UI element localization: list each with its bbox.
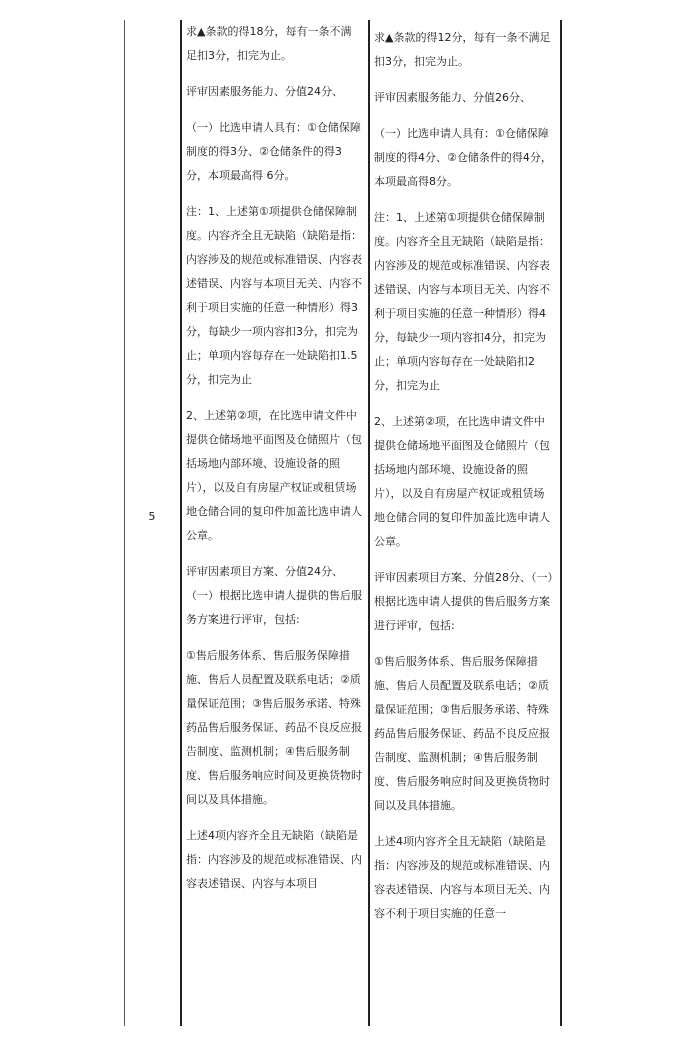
row-number: 5 — [148, 510, 156, 523]
clause-paragraph: 评审因素服务能力、分值26分、 — [374, 91, 531, 104]
clause-paragraph: 上述4项内容齐全且无缺陷（缺陷是指：内容涉及的规范或标准错误、内容表述错误、内容与本项目 — [186, 829, 362, 890]
clause-paragraph: 2、上述第②项，在比选申请文件中提供仓储场地平面图及仓储照片（包括场地内部环境、设施设备的照片），以及自有房屋产权证或租赁场地仓储合同的复印件加盖比选申请人公章。 — [374, 415, 550, 548]
clause-paragraph: 2、上述第②项，在比选申请文件中提供仓储场地平面图及仓储照片（包括场地内部环境、设施设备的照片），以及自有房屋产权证或租赁场地仓储合同的复印件加盖比选申请人公章。 — [186, 409, 362, 542]
clause-paragraph: 评审因素项目方案、分值24分、（一）根据比选申请人提供的售后服务方案进行评审，包括: — [186, 565, 362, 626]
table-border-left — [124, 20, 125, 1026]
clause-paragraph: 求▲条款的得18分，每有一条不满足扣3分，扣完为止。 — [186, 25, 352, 62]
clause-paragraph: ①售后服务体系、售后服务保障措施、售后人员配置及联系电话；②质量保证范围；③售后服务承诺、特殊药品售后服务保证、药品不良反应报告制度、监测机制；④售后服务制度、售后服务响应时间及更换货物时间以及具体措施。 — [374, 655, 550, 812]
table-divider-2 — [368, 20, 370, 1026]
clause-paragraph: 评审因素项目方案、分值28分、（一）根据比选申请人提供的售后服务方案进行评审，包括: — [374, 571, 553, 632]
clause-paragraph: （一）比选申请人具有：①仓储保障制度的得3分、②仓储条件的得3分，本项最高得 6分。 — [186, 121, 361, 182]
clause-paragraph: 注：1、上述第①项提供仓储保障制度。内容齐全且无缺陷（缺陷是指：内容涉及的规范或标准错误、内容表述错误、内容与本项目无关、内容不利于项目实施的任意一种情形）得3分，每缺少一项内容扣3分，扣完为止；单项内容每存在一处缺陷扣1.5分，扣完为止 — [186, 205, 362, 386]
table-divider-1 — [180, 20, 182, 1026]
clause-paragraph: 上述4项内容齐全且无缺陷（缺陷是指：内容涉及的规范或标准错误、内容表述错误、内容与本项目无关、内容不利于项目实施的任意一 — [374, 835, 550, 920]
original-clause-column — [186, 20, 362, 1026]
clause-paragraph: 注：1、上述第①项提供仓储保障制度。内容齐全且无缺陷（缺陷是指：内容涉及的规范或标准错误、内容表述错误、内容与本项目无关、内容不利于项目实施的任意一种情形）得4分，每缺少一项内容扣4分，扣完为止；单项内容每存在一处缺陷扣2分，扣完为止 — [374, 211, 550, 392]
clause-paragraph: 求▲条款的得12分，每有一条不满足扣3分，扣完为止。 — [374, 31, 551, 68]
table-border-right — [560, 20, 562, 1026]
clause-paragraph: （一）比选申请人具有：①仓储保障制度的得4分、②仓储条件的得4分，本项最高得8分。 — [374, 127, 552, 188]
comparison-table — [124, 20, 560, 1026]
clause-paragraph: 评审因素服务能力、分值24分、 — [186, 85, 343, 98]
clause-paragraph: ①售后服务体系、售后服务保障措施、售后人员配置及联系电话；②质量保证范围；③售后服务承诺、特殊药品售后服务保证、药品不良反应报告制度、监测机制；④售后服务制度、售后服务响应时间及更换货物时间以及具体措施。 — [186, 649, 362, 806]
revised-clause-column — [374, 26, 554, 1026]
